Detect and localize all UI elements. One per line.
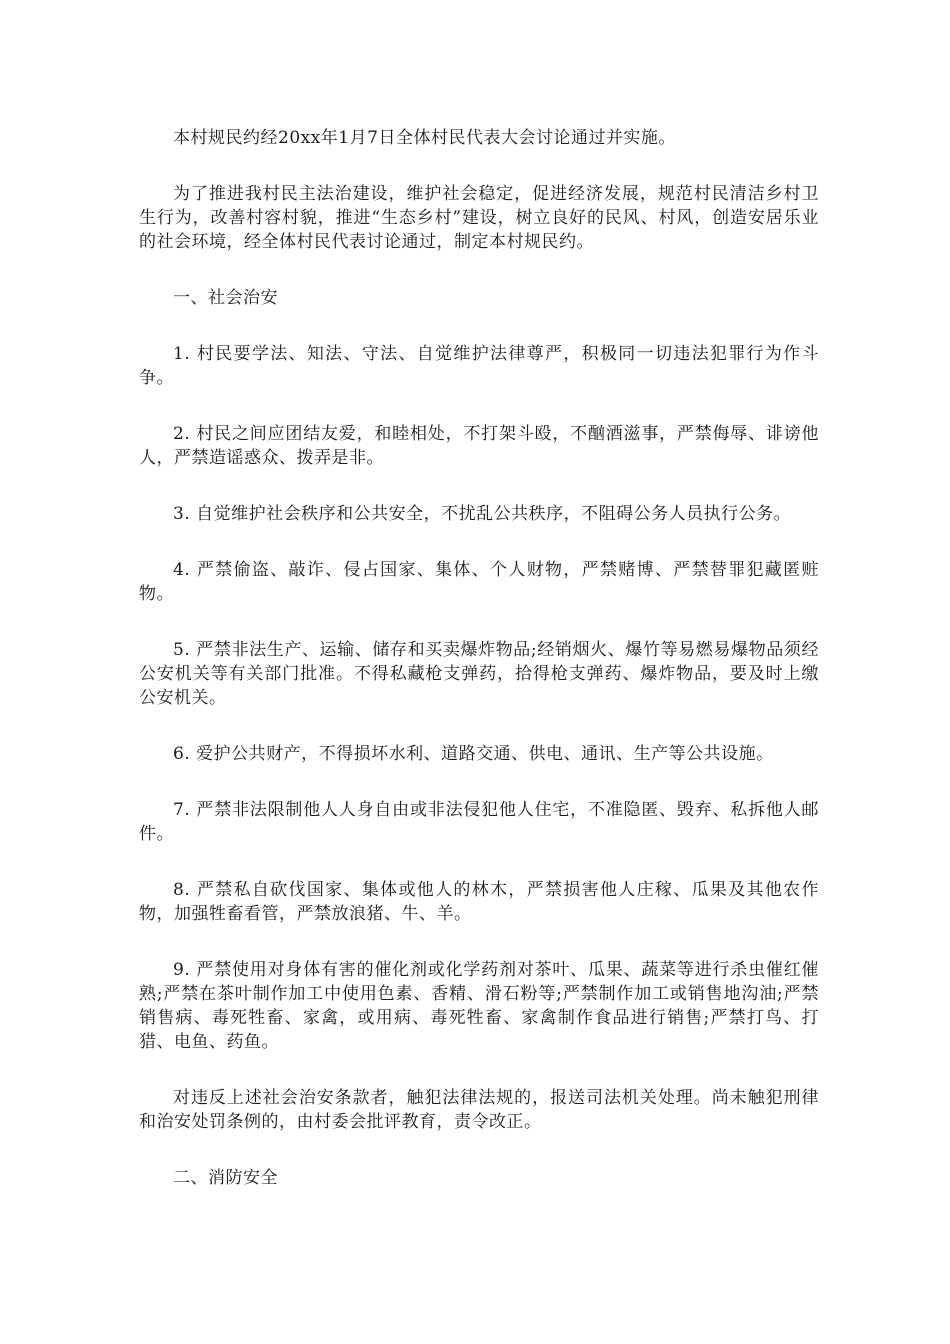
- rule-item-6: 6. 爱护公共财产，不得损坏水利、道路交通、供电、通讯、生产等公共设施。: [173, 744, 774, 764]
- rule-item-2: 2. 村民之间应团结友爱，和睦相处，不打架斗殴，不酗酒滋事，严禁侮辱、诽谤他人，严禁造谣惑众、拨弄是非。: [139, 424, 819, 468]
- rule-item-3: 3. 自觉维护社会秩序和公共安全，不扰乱公共秩序，不阻碍公务人员执行公务。: [173, 504, 792, 524]
- document-body: [139, 126, 819, 1222]
- section-heading-fire-safety: 二、消防安全: [173, 1168, 278, 1188]
- intro-adoption-paragraph: 本村规民约经20xx年1月7日全体村民代表大会讨论通过并实施。: [173, 128, 676, 148]
- rule-item-9: 9. 严禁使用对身体有害的催化剂或化学药剂对茶叶、瓜果、蔬菜等进行杀虫催红催熟;严禁在茶叶制作加工中使用色素、香精、滑石粉等;严禁制作加工或销售地沟油;严禁销售病、毒死牲畜、家禽，或用病、毒死牲畜、家禽制作食品进行销售;严禁打鸟、打猎、电鱼、药鱼。: [139, 960, 819, 1052]
- rule-item-1: 1. 村民要学法、知法、守法、自觉维护法律尊严，积极同一切违法犯罪行为作斗争。: [139, 344, 819, 388]
- rule-item-4: 4. 严禁偷盗、敲诈、侵占国家、集体、个人财物，严禁赌博、严禁替罪犯藏匿赃物。: [139, 560, 819, 604]
- rule-item-7: 7. 严禁非法限制他人人身自由或非法侵犯他人住宅，不准隐匿、毁弃、私拆他人邮件。: [139, 800, 819, 844]
- purpose-paragraph: 为了推进我村民主法治建设，维护社会稳定，促进经济发展，规范村民清洁乡村卫生行为，改善村容村貌，推进“生态乡村”建设，树立良好的民风、村风，创造安居乐业的社会环境，经全体村民代表讨论通过，制定本村规民约。: [139, 184, 819, 252]
- rule-item-8: 8. 严禁私自砍伐国家、集体或他人的林木，严禁损害他人庄稼、瓜果及其他农作物，加强牲畜看管，严禁放浪猪、牛、羊。: [139, 880, 819, 924]
- penalty-paragraph: 对违反上述社会治安条款者，触犯法律法规的，报送司法机关处理。尚未触犯刑律和治安处罚条例的，由村委会批评教育，责令改正。: [139, 1088, 819, 1132]
- rule-item-5: 5. 严禁非法生产、运输、储存和买卖爆炸物品;经销烟火、爆竹等易燃易爆物品须经公安机关等有关部门批准。不得私藏枪支弹药，拾得枪支弹药、爆炸物品，要及时上缴公安机关。: [139, 640, 819, 708]
- section-heading-public-security: 一、社会治安: [173, 288, 278, 308]
